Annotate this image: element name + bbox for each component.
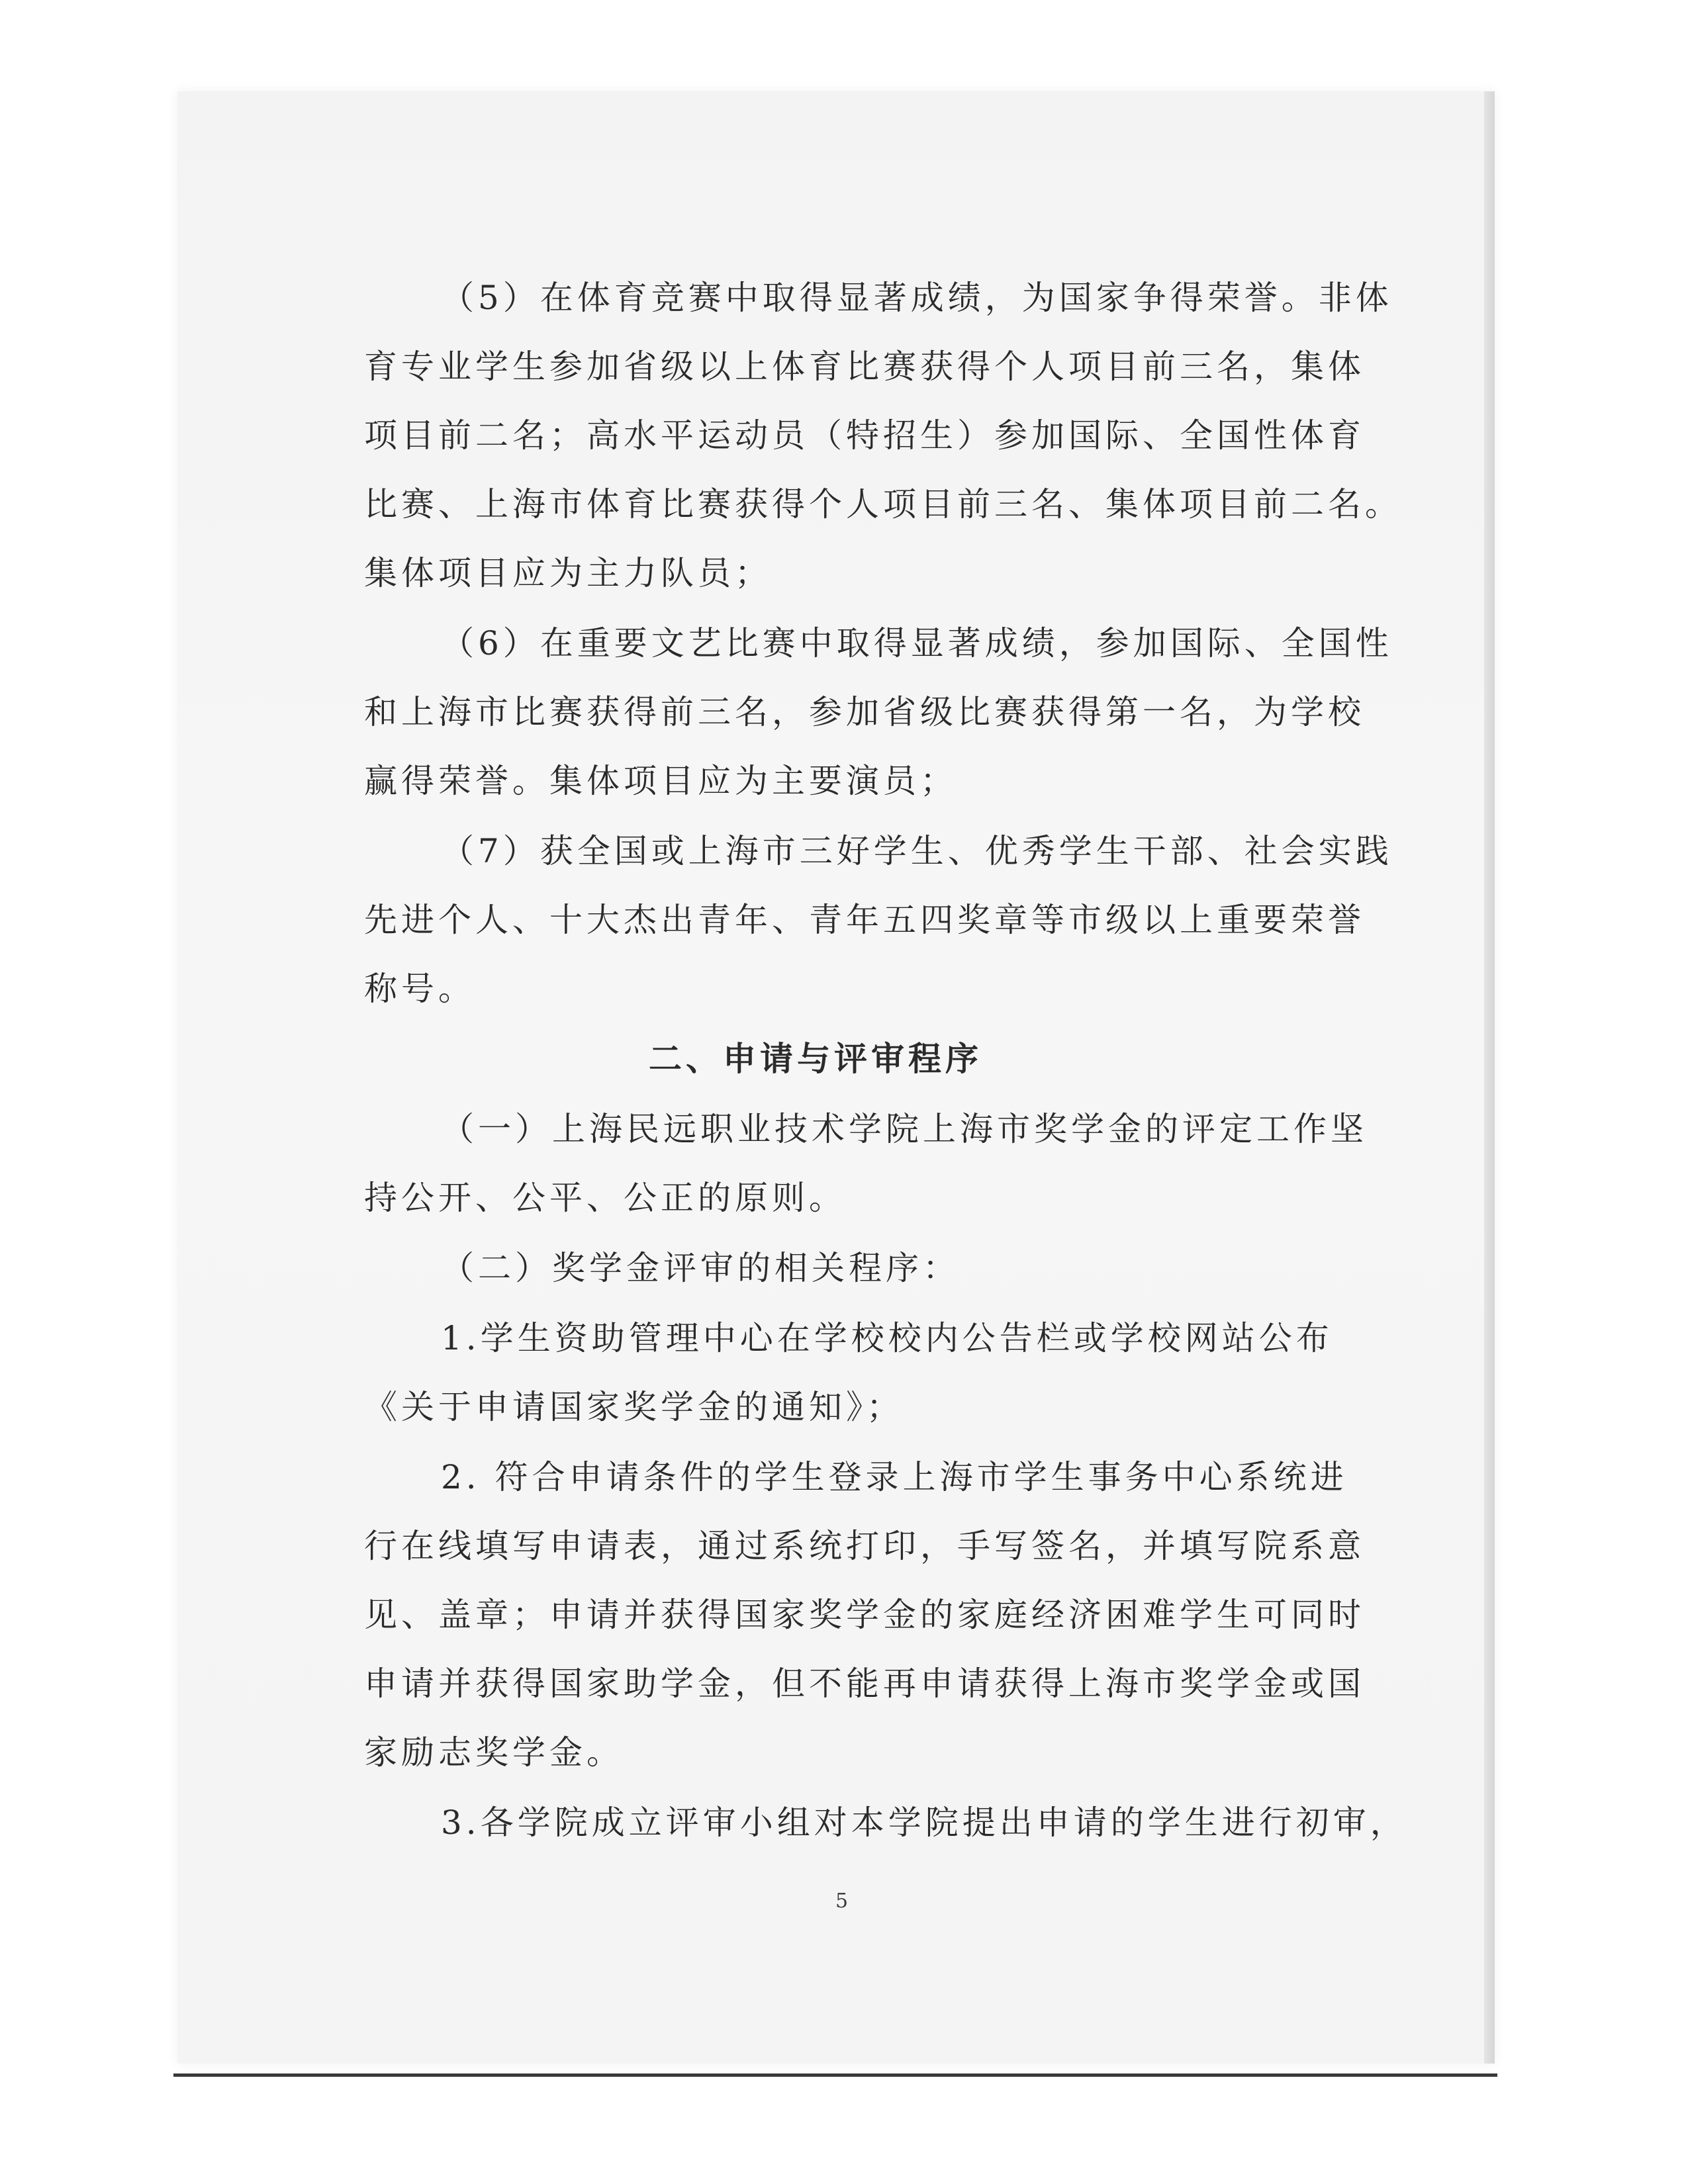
paragraph-line: 《关于申请国家奖学金的通知》； (364, 1388, 904, 1426)
paragraph-line: 赢得荣誉。集体项目应为主要演员； (364, 762, 957, 800)
paragraph-line: （二）奖学金评审的相关程序： (441, 1249, 960, 1287)
section-heading: 二、申请与评审程序 (649, 1039, 982, 1078)
paragraph-line: 先进个人、十大杰出青年、青年五四奖章等市级以上重要荣誉 (364, 901, 1365, 939)
paragraph-line: 集体项目应为主力队员； (364, 554, 772, 592)
paragraph-line: 称号。 (364, 970, 475, 1008)
page-edge-shadow (1484, 91, 1495, 2064)
paragraph-line: 行在线填写申请表，通过系统打印，手写签名，并填写院系意 (364, 1527, 1365, 1565)
paragraph-line: 2. 符合申请条件的学生登录上海市学生事务中心系统进 (441, 1458, 1348, 1496)
paragraph-line: 持公开、公平、公正的原则。 (364, 1179, 846, 1217)
paragraph-line: 育专业学生参加省级以上体育比赛获得个人项目前三名，集体 (364, 347, 1365, 386)
paragraph-line: （一）上海民远职业技术学院上海市奖学金的评定工作坚 (441, 1110, 1368, 1148)
paragraph-line: 项目前二名；高水平运动员（特招生）参加国际、全国性体育 (364, 416, 1365, 455)
paragraph-line: 3.各学院成立评审小组对本学院提出申请的学生进行初审， (441, 1803, 1407, 1842)
page-number: 5 (835, 1889, 849, 1913)
paragraph-line: 家励志奖学金。 (364, 1733, 624, 1772)
paragraph-line: （7）获全国或上海市三好学生、优秀学生干部、社会实践 (441, 832, 1393, 870)
paragraph-line: 1.学生资助管理中心在学校校内公告栏或学校网站公布 (441, 1319, 1333, 1357)
paragraph-line: （5）在体育竞赛中取得显著成绩，为国家争得荣誉。非体 (441, 279, 1393, 317)
paragraph-line: 和上海市比赛获得前三名，参加省级比赛获得第一名，为学校 (364, 693, 1365, 731)
paragraph-line: （6）在重要文艺比赛中取得显著成绩，参加国际、全国性 (441, 624, 1393, 662)
bottom-scan-border (173, 2073, 1497, 2077)
paragraph-line: 见、盖章；申请并获得国家奖学金的家庭经济困难学生可同时 (364, 1596, 1365, 1634)
paragraph-line: 比赛、上海市体育比赛获得个人项目前三名、集体项目前二名。 (364, 485, 1402, 523)
paragraph-line: 申请并获得国家助学金，但不能再申请获得上海市奖学金或国 (364, 1664, 1365, 1703)
